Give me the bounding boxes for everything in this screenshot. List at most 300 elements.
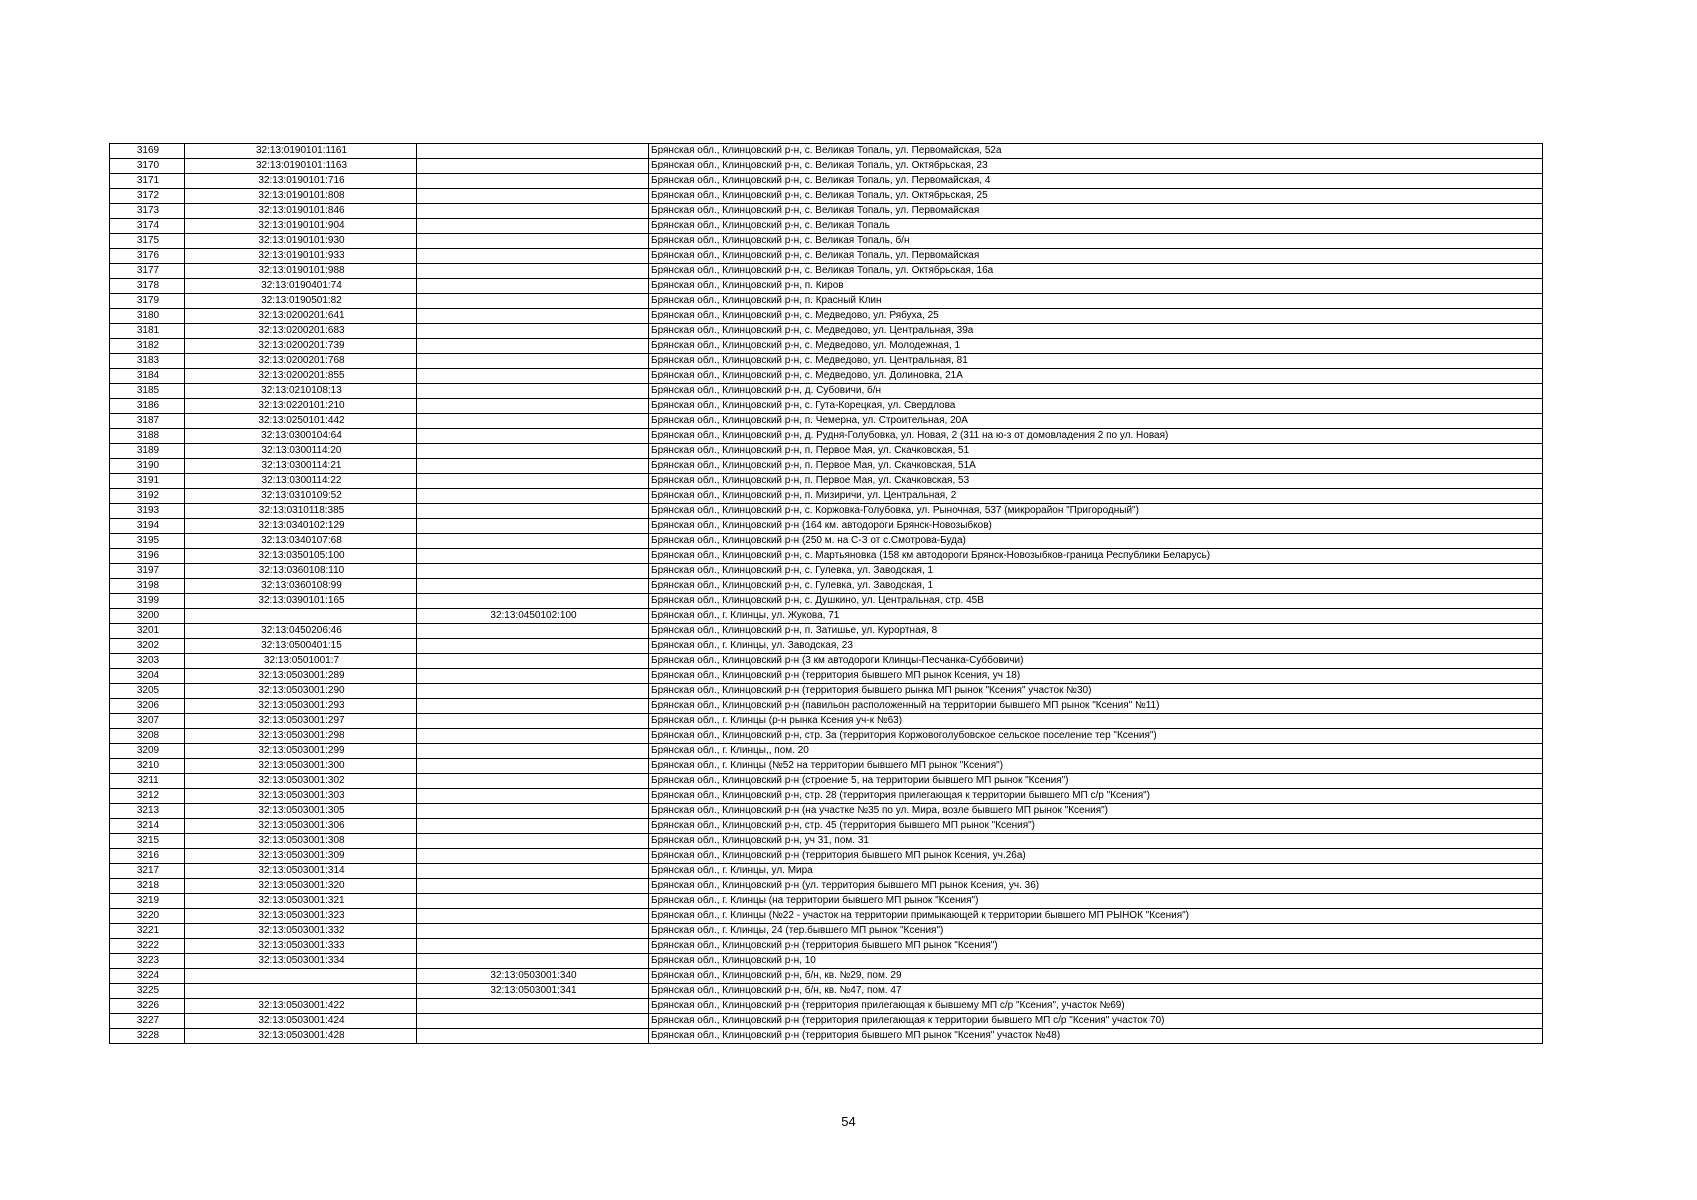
row-number-cell: 3217 <box>110 864 185 879</box>
table-row <box>110 654 1543 669</box>
address-cell: Брянская обл., г. Клинцы, ул. Заводская, 23 <box>649 639 1543 654</box>
address-cell: Брянская обл., Клинцовский р-н, с. Медведово, ул. Молодежная, 1 <box>649 339 1543 354</box>
cadastral-number-cell: 32:13:0250101:442 <box>185 414 417 429</box>
address-cell: Брянская обл., Клинцовский р-н (павильон расположенный на территории бывшего МП рынок "Ксения" №11) <box>649 699 1543 714</box>
cadastral-number-cell: 32:13:0300104:64 <box>185 429 417 444</box>
row-number-cell: 3194 <box>110 519 185 534</box>
row-number-cell: 3178 <box>110 279 185 294</box>
row-number-cell: 3207 <box>110 714 185 729</box>
table-row <box>110 279 1543 294</box>
cadastral-number-alt-cell <box>417 279 649 294</box>
row-number-cell: 3198 <box>110 579 185 594</box>
address-cell: Брянская обл., Клинцовский р-н (строение 5, на территории бывшего МП рынок "Ксения") <box>649 774 1543 789</box>
row-number-cell: 3218 <box>110 879 185 894</box>
table-row <box>110 894 1543 909</box>
address-cell: Брянская обл., Клинцовский р-н, п. Первое Мая, ул. Скачковская, 51А <box>649 459 1543 474</box>
row-number-cell: 3208 <box>110 729 185 744</box>
cadastral-number-cell: 32:13:0503001:303 <box>185 789 417 804</box>
row-number-cell: 3201 <box>110 624 185 639</box>
cadastral-number-alt-cell <box>417 639 649 654</box>
row-number-cell: 3177 <box>110 264 185 279</box>
cadastral-number-alt-cell <box>417 144 649 159</box>
table-row <box>110 189 1543 204</box>
property-table-body <box>110 144 1543 1044</box>
cadastral-number-alt-cell <box>417 879 649 894</box>
cadastral-number-cell: 32:13:0220101:210 <box>185 399 417 414</box>
property-table <box>109 143 1543 1044</box>
table-row <box>110 954 1543 969</box>
table-row <box>110 264 1543 279</box>
table-row <box>110 744 1543 759</box>
cadastral-number-cell: 32:13:0190101:904 <box>185 219 417 234</box>
row-number-cell: 3225 <box>110 984 185 999</box>
cadastral-number-cell: 32:13:0190101:1161 <box>185 144 417 159</box>
table-row <box>110 414 1543 429</box>
address-cell: Брянская обл., Клинцовский р-н, п. Затишье, ул. Курортная, 8 <box>649 624 1543 639</box>
address-cell: Брянская обл., Клинцовский р-н (250 м. на С-З от с.Смотрова-Буда) <box>649 534 1543 549</box>
cadastral-number-cell: 32:13:0190101:933 <box>185 249 417 264</box>
cadastral-number-cell: 32:13:0300114:20 <box>185 444 417 459</box>
cadastral-number-cell: 32:13:0503001:300 <box>185 759 417 774</box>
row-number-cell: 3214 <box>110 819 185 834</box>
cadastral-number-alt-cell <box>417 579 649 594</box>
row-number-cell: 3220 <box>110 909 185 924</box>
cadastral-number-alt-cell: 32:13:0503001:340 <box>417 969 649 984</box>
cadastral-number-alt-cell <box>417 249 649 264</box>
row-number-cell: 3189 <box>110 444 185 459</box>
address-cell: Брянская обл., Клинцовский р-н, с. Великая Топаль <box>649 219 1543 234</box>
table-row <box>110 864 1543 879</box>
table-row <box>110 984 1543 999</box>
cadastral-number-cell: 32:13:0300114:21 <box>185 459 417 474</box>
cadastral-number-alt-cell <box>417 744 649 759</box>
row-number-cell: 3179 <box>110 294 185 309</box>
address-cell: Брянская обл., Клинцовский р-н (164 км. автодороги Брянск-Новозыбков) <box>649 519 1543 534</box>
address-cell: Брянская обл., Клинцовский р-н, с. Медведово, ул. Рябуха, 25 <box>649 309 1543 324</box>
table-row <box>110 159 1543 174</box>
address-cell: Брянская обл., Клинцовский р-н, с. Великая Топаль, ул. Первомайская <box>649 204 1543 219</box>
cadastral-number-cell: 32:13:0200201:855 <box>185 369 417 384</box>
cadastral-number-cell: 32:13:0200201:683 <box>185 324 417 339</box>
row-number-cell: 3183 <box>110 354 185 369</box>
cadastral-number-alt-cell <box>417 264 649 279</box>
table-row <box>110 309 1543 324</box>
cadastral-number-alt-cell <box>417 399 649 414</box>
table-row <box>110 339 1543 354</box>
cadastral-number-cell <box>185 984 417 999</box>
table-row <box>110 714 1543 729</box>
cadastral-number-cell: 32:13:0503001:332 <box>185 924 417 939</box>
row-number-cell: 3169 <box>110 144 185 159</box>
cadastral-number-alt-cell <box>417 369 649 384</box>
cadastral-number-cell: 32:13:0503001:428 <box>185 1029 417 1044</box>
cadastral-number-alt-cell <box>417 459 649 474</box>
cadastral-number-cell: 32:13:0503001:290 <box>185 684 417 699</box>
cadastral-number-alt-cell <box>417 909 649 924</box>
cadastral-number-cell: 32:13:0190101:1163 <box>185 159 417 174</box>
address-cell: Брянская обл., Клинцовский р-н (территория бывшего МП рынок Ксения, уч 18) <box>649 669 1543 684</box>
cadastral-number-cell: 32:13:0200201:739 <box>185 339 417 354</box>
cadastral-number-cell: 32:13:0503001:334 <box>185 954 417 969</box>
cadastral-number-cell: 32:13:0190101:846 <box>185 204 417 219</box>
address-cell: Брянская обл., г. Клинцы (№22 - участок на территории примыкающей к территории бывшего МП РЫНОК "Ксения") <box>649 909 1543 924</box>
table-row <box>110 474 1543 489</box>
table-row <box>110 369 1543 384</box>
cadastral-number-cell: 32:13:0190101:988 <box>185 264 417 279</box>
table-row <box>110 789 1543 804</box>
cadastral-number-alt-cell <box>417 939 649 954</box>
cadastral-number-cell: 32:13:0350105:100 <box>185 549 417 564</box>
row-number-cell: 3215 <box>110 834 185 849</box>
address-cell: Брянская обл., Клинцовский р-н, с. Душкино, ул. Центральная, стр. 45В <box>649 594 1543 609</box>
cadastral-number-cell: 32:13:0360108:99 <box>185 579 417 594</box>
cadastral-number-alt-cell <box>417 504 649 519</box>
table-row <box>110 354 1543 369</box>
cadastral-number-alt-cell <box>417 294 649 309</box>
cadastral-number-cell: 32:13:0503001:305 <box>185 804 417 819</box>
address-cell: Брянская обл., г. Клинцы, ул. Жукова, 71 <box>649 609 1543 624</box>
cadastral-number-alt-cell <box>417 1029 649 1044</box>
row-number-cell: 3206 <box>110 699 185 714</box>
address-cell: Брянская обл., Клинцовский р-н, 10 <box>649 954 1543 969</box>
row-number-cell: 3181 <box>110 324 185 339</box>
address-cell: Брянская обл., Клинцовский р-н, с. Великая Топаль, ул. Первомайская <box>649 249 1543 264</box>
address-cell: Брянская обл., Клинцовский р-н (территория бывшего МП рынок Ксения, уч.26а) <box>649 849 1543 864</box>
address-cell: Брянская обл., г. Клинцы (на территории бывшего МП рынок "Ксения") <box>649 894 1543 909</box>
address-cell: Брянская обл., Клинцовский р-н, д. Рудня-Голубовка, ул. Новая, 2 (311 на ю-з от домовладения 2 по ул. Новая) <box>649 429 1543 444</box>
table-row <box>110 669 1543 684</box>
cadastral-number-cell: 32:13:0360108:110 <box>185 564 417 579</box>
address-cell: Брянская обл., г. Клинцы, 24 (тер.бывшего МП рынок "Ксения") <box>649 924 1543 939</box>
cadastral-number-cell: 32:13:0503001:321 <box>185 894 417 909</box>
address-cell: Брянская обл., Клинцовский р-н, п. Первое Мая, ул. Скачковская, 51 <box>649 444 1543 459</box>
cadastral-number-alt-cell <box>417 729 649 744</box>
row-number-cell: 3171 <box>110 174 185 189</box>
cadastral-number-cell: 32:13:0450206:46 <box>185 624 417 639</box>
table-row <box>110 639 1543 654</box>
cadastral-number-alt-cell <box>417 684 649 699</box>
cadastral-number-cell: 32:13:0503001:298 <box>185 729 417 744</box>
cadastral-number-alt-cell <box>417 594 649 609</box>
address-cell: Брянская обл., Клинцовский р-н, с. Коржовка-Голубовка, ул. Рыночная, 537 (микрорайон "Пригородный") <box>649 504 1543 519</box>
cadastral-number-cell: 32:13:0200201:641 <box>185 309 417 324</box>
table-row <box>110 804 1543 819</box>
row-number-cell: 3200 <box>110 609 185 624</box>
cadastral-number-cell: 32:13:0340102:129 <box>185 519 417 534</box>
address-cell: Брянская обл., Клинцовский р-н, стр. 3а (территория Коржовоголубовское сельское поселение тер "Ксения") <box>649 729 1543 744</box>
address-cell: Брянская обл., Клинцовский р-н, с. Гулевка, ул. Заводская, 1 <box>649 579 1543 594</box>
cadastral-number-cell: 32:13:0503001:333 <box>185 939 417 954</box>
table-row <box>110 684 1543 699</box>
table-row <box>110 924 1543 939</box>
table-row <box>110 489 1543 504</box>
cadastral-number-alt-cell <box>417 759 649 774</box>
table-row <box>110 534 1543 549</box>
address-cell: Брянская обл., Клинцовский р-н (территория бывшего рынка МП рынок "Ксения" участок №30) <box>649 684 1543 699</box>
cadastral-number-cell: 32:13:0503001:299 <box>185 744 417 759</box>
cadastral-number-alt-cell <box>417 204 649 219</box>
address-cell: Брянская обл., Клинцовский р-н, стр. 28 (территория прилегающая к территории бывшего МП с/р "Ксения") <box>649 789 1543 804</box>
cadastral-number-alt-cell <box>417 864 649 879</box>
table-row <box>110 429 1543 444</box>
cadastral-number-alt-cell <box>417 834 649 849</box>
table-row <box>110 219 1543 234</box>
cadastral-number-cell <box>185 969 417 984</box>
row-number-cell: 3210 <box>110 759 185 774</box>
table-row <box>110 609 1543 624</box>
table-row <box>110 699 1543 714</box>
address-cell: Брянская обл., г. Клинцы, ул. Мира <box>649 864 1543 879</box>
table-row <box>110 234 1543 249</box>
row-number-cell: 3211 <box>110 774 185 789</box>
address-cell: Брянская обл., Клинцовский р-н (территория прилегающая к бывшему МП с/р "Ксения", участок №69) <box>649 999 1543 1014</box>
cadastral-number-cell: 32:13:0190101:808 <box>185 189 417 204</box>
address-cell: Брянская обл., Клинцовский р-н (территория прилегающая к территории бывшего МП с/р "Ксения" участок 70) <box>649 1014 1543 1029</box>
cadastral-number-cell <box>185 609 417 624</box>
row-number-cell: 3197 <box>110 564 185 579</box>
table-row <box>110 384 1543 399</box>
cadastral-number-alt-cell <box>417 519 649 534</box>
row-number-cell: 3187 <box>110 414 185 429</box>
cadastral-number-cell: 32:13:0503001:309 <box>185 849 417 864</box>
address-cell: Брянская обл., Клинцовский р-н, п. Чемерна, ул. Строительная, 20А <box>649 414 1543 429</box>
cadastral-number-cell: 32:13:0503001:297 <box>185 714 417 729</box>
cadastral-number-cell: 32:13:0390101:165 <box>185 594 417 609</box>
cadastral-number-alt-cell <box>417 474 649 489</box>
row-number-cell: 3173 <box>110 204 185 219</box>
cadastral-number-alt-cell <box>417 414 649 429</box>
cadastral-number-alt-cell <box>417 444 649 459</box>
table-row <box>110 324 1543 339</box>
row-number-cell: 3228 <box>110 1029 185 1044</box>
address-cell: Брянская обл., Клинцовский р-н, с. Медведово, ул. Центральная, 39а <box>649 324 1543 339</box>
table-row <box>110 519 1543 534</box>
table-row <box>110 249 1543 264</box>
row-number-cell: 3184 <box>110 369 185 384</box>
row-number-cell: 3221 <box>110 924 185 939</box>
address-cell: Брянская обл., Клинцовский р-н, п. Первое Мая, ул. Скачковская, 53 <box>649 474 1543 489</box>
table-row <box>110 294 1543 309</box>
table-row <box>110 444 1543 459</box>
cadastral-number-alt-cell <box>417 324 649 339</box>
table-row <box>110 1014 1543 1029</box>
address-cell: Брянская обл., Клинцовский р-н, с. Медведово, ул. Центральная, 81 <box>649 354 1543 369</box>
table-row <box>110 204 1543 219</box>
cadastral-number-cell: 32:13:0503001:320 <box>185 879 417 894</box>
cadastral-number-alt-cell <box>417 234 649 249</box>
row-number-cell: 3205 <box>110 684 185 699</box>
cadastral-number-cell: 32:13:0500401:15 <box>185 639 417 654</box>
address-cell: Брянская обл., Клинцовский р-н, п. Красный Клин <box>649 294 1543 309</box>
cadastral-number-alt-cell <box>417 714 649 729</box>
table-row <box>110 1029 1543 1044</box>
cadastral-number-alt-cell <box>417 624 649 639</box>
address-cell: Брянская обл., Клинцовский р-н, п. Киров <box>649 279 1543 294</box>
table-row <box>110 909 1543 924</box>
cadastral-number-alt-cell <box>417 564 649 579</box>
cadastral-number-alt-cell: 32:13:0503001:341 <box>417 984 649 999</box>
cadastral-number-alt-cell <box>417 429 649 444</box>
cadastral-number-alt-cell <box>417 699 649 714</box>
cadastral-number-cell: 32:13:0503001:422 <box>185 999 417 1014</box>
row-number-cell: 3185 <box>110 384 185 399</box>
cadastral-number-cell: 32:13:0503001:314 <box>185 864 417 879</box>
row-number-cell: 3172 <box>110 189 185 204</box>
cadastral-number-alt-cell <box>417 849 649 864</box>
table-row <box>110 729 1543 744</box>
cadastral-number-cell: 32:13:0190401:74 <box>185 279 417 294</box>
table-row <box>110 594 1543 609</box>
row-number-cell: 3190 <box>110 459 185 474</box>
cadastral-number-alt-cell <box>417 489 649 504</box>
row-number-cell: 3170 <box>110 159 185 174</box>
cadastral-number-alt-cell <box>417 189 649 204</box>
cadastral-number-alt-cell <box>417 774 649 789</box>
table-row <box>110 624 1543 639</box>
cadastral-number-cell: 32:13:0310109:52 <box>185 489 417 504</box>
row-number-cell: 3196 <box>110 549 185 564</box>
row-number-cell: 3223 <box>110 954 185 969</box>
cadastral-number-cell: 32:13:0190101:716 <box>185 174 417 189</box>
cadastral-number-alt-cell <box>417 219 649 234</box>
row-number-cell: 3222 <box>110 939 185 954</box>
table-row <box>110 834 1543 849</box>
cadastral-number-alt-cell <box>417 654 649 669</box>
address-cell: Брянская обл., Клинцовский р-н, д. Субовичи, б/н <box>649 384 1543 399</box>
cadastral-number-alt-cell <box>417 924 649 939</box>
cadastral-number-alt-cell <box>417 549 649 564</box>
cadastral-number-cell: 32:13:0200201:768 <box>185 354 417 369</box>
cadastral-number-cell: 32:13:0190501:82 <box>185 294 417 309</box>
address-cell: Брянская обл., Клинцовский р-н, с. Мартьяновка (158 км автодороги Брянск-Новозыбков-граница Республики Беларусь) <box>649 549 1543 564</box>
row-number-cell: 3191 <box>110 474 185 489</box>
row-number-cell: 3180 <box>110 309 185 324</box>
address-cell: Брянская обл., Клинцовский р-н, с. Великая Топаль, б/н <box>649 234 1543 249</box>
cadastral-number-cell: 32:13:0310118:385 <box>185 504 417 519</box>
row-number-cell: 3176 <box>110 249 185 264</box>
table-row <box>110 999 1543 1014</box>
row-number-cell: 3193 <box>110 504 185 519</box>
cadastral-number-cell: 32:13:0190101:930 <box>185 234 417 249</box>
row-number-cell: 3213 <box>110 804 185 819</box>
table-row <box>110 399 1543 414</box>
cadastral-number-alt-cell <box>417 669 649 684</box>
table-row <box>110 504 1543 519</box>
row-number-cell: 3224 <box>110 969 185 984</box>
table-row <box>110 849 1543 864</box>
address-cell: Брянская обл., Клинцовский р-н (территория бывшего МП рынок "Ксения" участок №48) <box>649 1029 1543 1044</box>
cadastral-number-alt-cell <box>417 894 649 909</box>
cadastral-number-cell: 32:13:0210108:13 <box>185 384 417 399</box>
row-number-cell: 3227 <box>110 1014 185 1029</box>
address-cell: Брянская обл., Клинцовский р-н (3 км автодороги Клинцы-Песчанка-Суббовичи) <box>649 654 1543 669</box>
cadastral-number-alt-cell <box>417 339 649 354</box>
address-cell: Брянская обл., Клинцовский р-н, уч 31, пом. 31 <box>649 834 1543 849</box>
row-number-cell: 3186 <box>110 399 185 414</box>
address-cell: Брянская обл., Клинцовский р-н, с. Великая Топаль, ул. Октябрьская, 23 <box>649 159 1543 174</box>
table-row <box>110 969 1543 984</box>
cadastral-number-cell: 32:13:0503001:306 <box>185 819 417 834</box>
table-row <box>110 759 1543 774</box>
cadastral-number-alt-cell <box>417 384 649 399</box>
cadastral-number-alt-cell <box>417 819 649 834</box>
row-number-cell: 3199 <box>110 594 185 609</box>
address-cell: Брянская обл., Клинцовский р-н (ул. территория бывшего МП рынок Ксения, уч. 36) <box>649 879 1543 894</box>
row-number-cell: 3195 <box>110 534 185 549</box>
cadastral-number-alt-cell <box>417 159 649 174</box>
cadastral-number-cell: 32:13:0501001:7 <box>185 654 417 669</box>
address-cell: Брянская обл., Клинцовский р-н, с. Великая Топаль, ул. Первомайская, 52а <box>649 144 1543 159</box>
table-row <box>110 819 1543 834</box>
row-number-cell: 3174 <box>110 219 185 234</box>
table-row <box>110 579 1543 594</box>
cadastral-number-cell: 32:13:0503001:293 <box>185 699 417 714</box>
address-cell: Брянская обл., Клинцовский р-н, с. Медведово, ул. Долиновка, 21А <box>649 369 1543 384</box>
address-cell: Брянская обл., Клинцовский р-н, п. Мизиричи, ул. Центральная, 2 <box>649 489 1543 504</box>
cadastral-number-alt-cell <box>417 534 649 549</box>
row-number-cell: 3203 <box>110 654 185 669</box>
address-cell: Брянская обл., Клинцовский р-н (на участке №35 по ул. Мира, возле бывшего МП рынок "Ксения") <box>649 804 1543 819</box>
address-cell: Брянская обл., Клинцовский р-н, с. Великая Топаль, ул. Первомайская, 4 <box>649 174 1543 189</box>
cadastral-number-alt-cell <box>417 804 649 819</box>
cadastral-number-alt-cell <box>417 1014 649 1029</box>
row-number-cell: 3212 <box>110 789 185 804</box>
cadastral-number-alt-cell: 32:13:0450102:100 <box>417 609 649 624</box>
address-cell: Брянская обл., Клинцовский р-н, с. Великая Топаль, ул. Октябрьская, 16а <box>649 264 1543 279</box>
cadastral-number-alt-cell <box>417 954 649 969</box>
cadastral-number-cell: 32:13:0503001:424 <box>185 1014 417 1029</box>
cadastral-number-alt-cell <box>417 999 649 1014</box>
row-number-cell: 3219 <box>110 894 185 909</box>
address-cell: Брянская обл., Клинцовский р-н, с. Великая Топаль, ул. Октябрьская, 25 <box>649 189 1543 204</box>
table-row <box>110 939 1543 954</box>
row-number-cell: 3226 <box>110 999 185 1014</box>
row-number-cell: 3182 <box>110 339 185 354</box>
table-row <box>110 174 1543 189</box>
table-row <box>110 564 1543 579</box>
table-row <box>110 144 1543 159</box>
cadastral-number-cell: 32:13:0503001:323 <box>185 909 417 924</box>
row-number-cell: 3202 <box>110 639 185 654</box>
address-cell: Брянская обл., г. Клинцы (р-н рынка Ксения уч-к №63) <box>649 714 1543 729</box>
cadastral-number-cell: 32:13:0503001:308 <box>185 834 417 849</box>
row-number-cell: 3216 <box>110 849 185 864</box>
table-row <box>110 879 1543 894</box>
cadastral-number-cell: 32:13:0340107:68 <box>185 534 417 549</box>
address-cell: Брянская обл., Клинцовский р-н, с. Гута-Корецкая, ул. Свердлова <box>649 399 1543 414</box>
row-number-cell: 3204 <box>110 669 185 684</box>
row-number-cell: 3188 <box>110 429 185 444</box>
cadastral-number-alt-cell <box>417 309 649 324</box>
cadastral-number-cell: 32:13:0300114:22 <box>185 474 417 489</box>
cadastral-number-cell: 32:13:0503001:289 <box>185 669 417 684</box>
table-row <box>110 549 1543 564</box>
cadastral-number-alt-cell <box>417 174 649 189</box>
address-cell: Брянская обл., г. Клинцы (№52 на территории бывшего МП рынок "Ксения") <box>649 759 1543 774</box>
page-number: 54 <box>841 1114 856 1129</box>
address-cell: Брянская обл., Клинцовский р-н, стр. 45 (территория бывшего МП рынок "Ксения") <box>649 819 1543 834</box>
cadastral-number-alt-cell <box>417 354 649 369</box>
address-cell: Брянская обл., г. Клинцы,, пом. 20 <box>649 744 1543 759</box>
address-cell: Брянская обл., Клинцовский р-н (территория бывшего МП рынок "Ксения") <box>649 939 1543 954</box>
cadastral-number-alt-cell <box>417 789 649 804</box>
cadastral-number-cell: 32:13:0503001:302 <box>185 774 417 789</box>
table-row <box>110 459 1543 474</box>
address-cell: Брянская обл., Клинцовский р-н, с. Гулевка, ул. Заводская, 1 <box>649 564 1543 579</box>
row-number-cell: 3192 <box>110 489 185 504</box>
row-number-cell: 3175 <box>110 234 185 249</box>
table-row <box>110 774 1543 789</box>
